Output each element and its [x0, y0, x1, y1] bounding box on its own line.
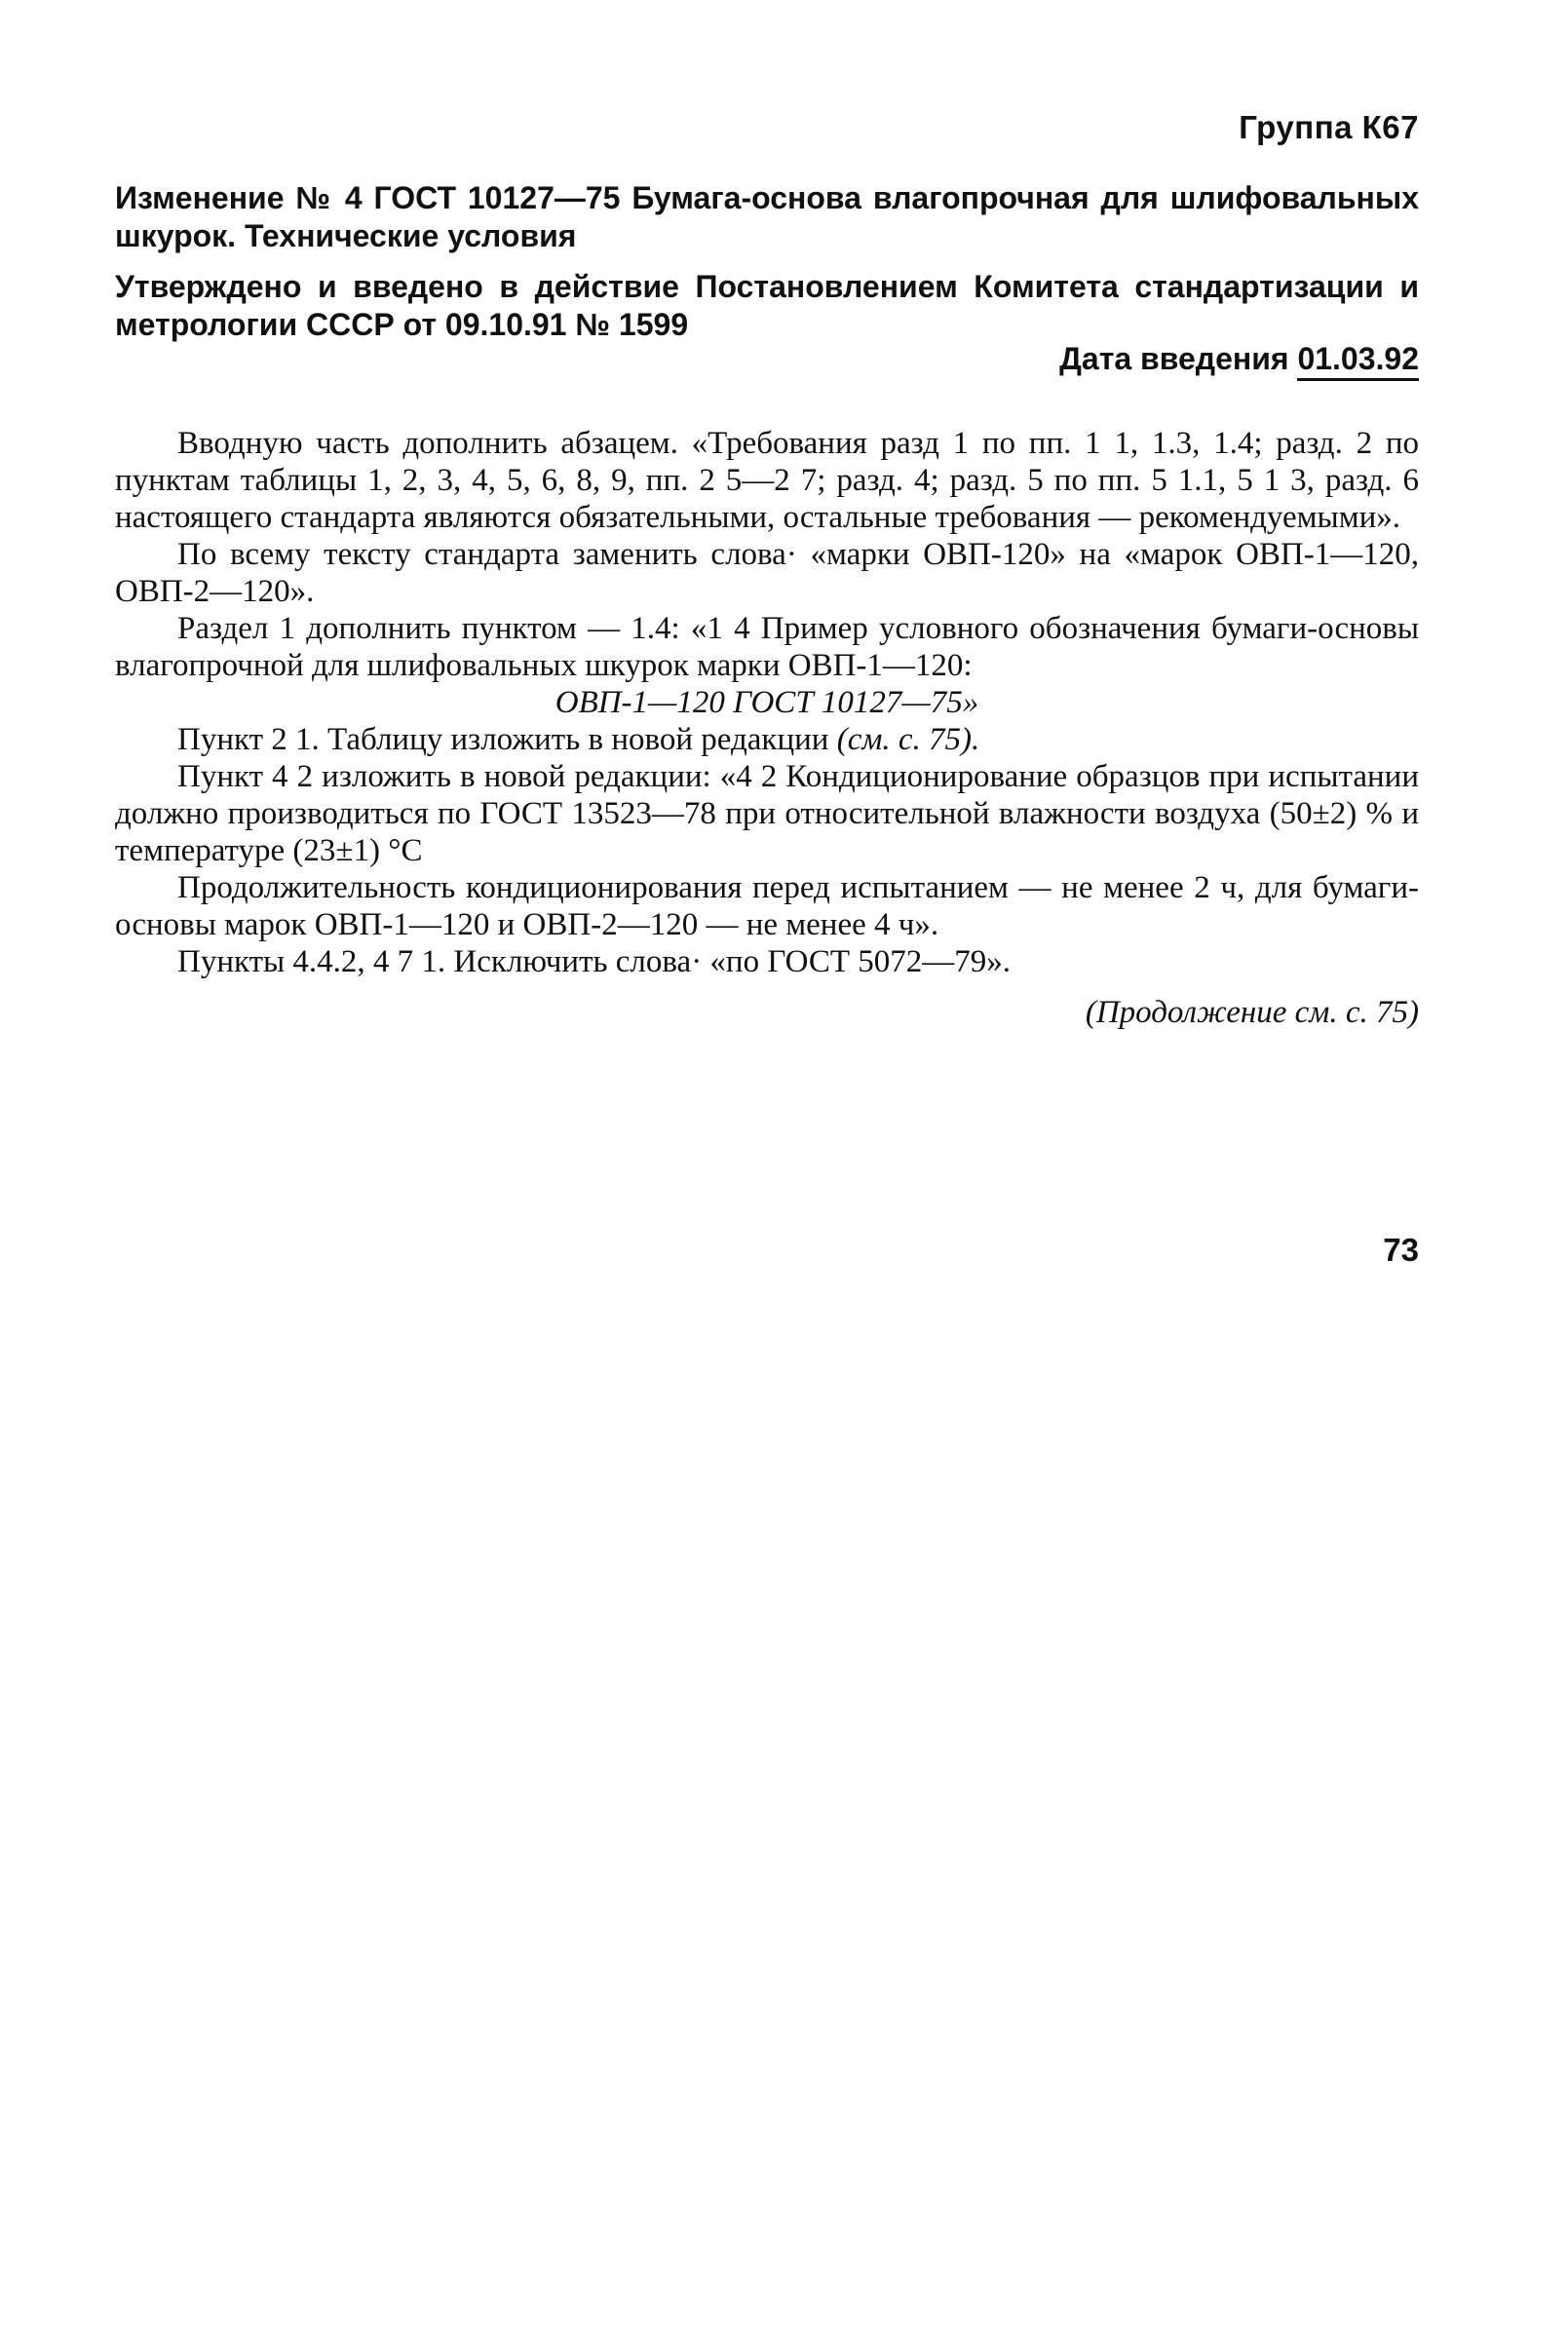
- table-revision-reference: (см. с. 75).: [836, 722, 980, 757]
- paragraph-conditioning-duration: Продолжительность кондиционирования перед испытанием — не менее 2 ч, для бумаги-основы марок ОВП-1—120 и ОВП-2—120 — не менее 4 ч».: [115, 870, 1419, 942]
- document-page: [115, 0, 1419, 2327]
- paragraph-replace-words: По всему тексту стандарта заменить слова· «марки ОВП-120» на «марок ОВП-1—120, ОВП-2—120».: [115, 537, 1419, 609]
- introduction-date-label: Дата введения: [1059, 341, 1289, 376]
- approval-statement: Утверждено и введено в действие Постановлением Комитета стандартизации и метрологии СССР от 09.10.91 № 1599: [115, 269, 1419, 342]
- paragraph-section-1-addition: Раздел 1 дополнить пунктом — 1.4: «1 4 Пример условного обозначения бумаги-основы влагопрочной для шлифовальных шкурок марки ОВП-1—120:: [115, 611, 1419, 683]
- continuation-note: (Продолжение см. с. 75): [1085, 995, 1419, 1030]
- document-body: [115, 425, 1419, 1031]
- paragraph-table-revision: [115, 721, 1419, 758]
- page-number: 73: [1383, 1232, 1419, 1268]
- paragraph-conditioning: Пункт 4 2 изложить в новой редакции: «4 2 Кондиционирование образцов при испытании должно производиться по ГОСТ 13523—78 при относительной влажности воздуха (50±2) % и температуре (23±1) °С: [115, 759, 1419, 868]
- paragraph-exclude-words: Пункты 4.4.2, 4 7 1. Исключить слова· «по ГОСТ 5072—79».: [177, 944, 1012, 979]
- designation-example: ОВП-1—120 ГОСТ 10127—75»: [555, 685, 979, 720]
- introduction-date-value: 01.03.92: [1297, 341, 1419, 381]
- change-title: Изменение № 4 ГОСТ 10127—75 Бумага-основа влагопрочная для шлифовальных шкурок. Технические условия: [115, 180, 1419, 253]
- paragraph-intro-addition: Вводную часть дополнить абзацем. «Требования разд 1 по пп. 1 1, 1.3, 1.4; разд. 2 по пунктам таблицы 1, 2, 3, 4, 5, 6, 8, 9, пп. 2 5—2 7; разд. 4; разд. 5 по пп. 5 1.1, 5 1 3, разд. 6 настоящего стандарта являются обязательными, остальные требования — рекомендуемыми».: [115, 426, 1419, 535]
- table-revision-text: Пункт 2 1. Таблицу изложить в новой редакции: [177, 722, 829, 757]
- introduction-date: [1059, 341, 1419, 377]
- group-code: Группа К67: [1239, 109, 1419, 145]
